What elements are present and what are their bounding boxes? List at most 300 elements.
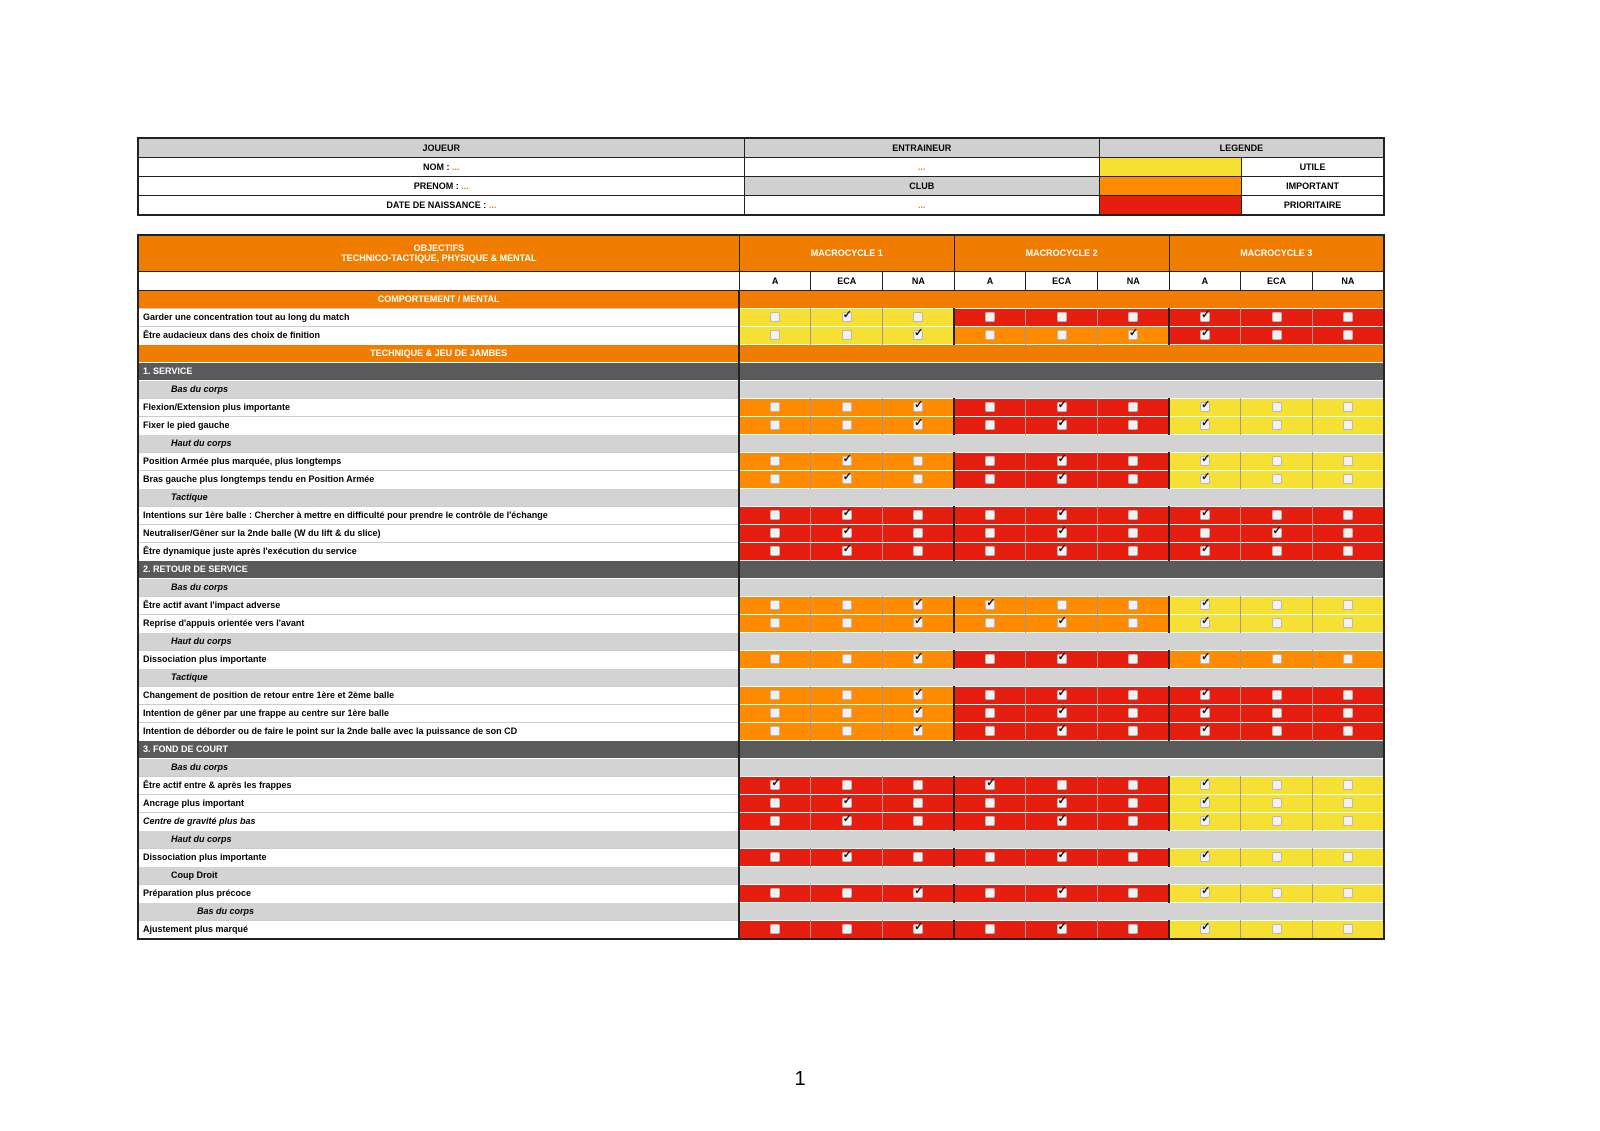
checkbox[interactable]: [1057, 780, 1067, 790]
checkbox[interactable]: [842, 420, 852, 430]
checkbox[interactable]: [913, 456, 923, 466]
checkbox[interactable]: [1128, 474, 1138, 484]
checkbox[interactable]: [1343, 330, 1353, 340]
checked-checkbox[interactable]: [1057, 924, 1067, 934]
checked-checkbox[interactable]: [1200, 510, 1210, 520]
checkbox-cell: [954, 650, 1026, 668]
checkbox[interactable]: [1128, 312, 1138, 322]
checked-checkbox[interactable]: [842, 456, 852, 466]
checkbox[interactable]: [985, 402, 995, 412]
checkbox[interactable]: [1272, 798, 1282, 808]
checkbox-cell: [954, 326, 1026, 344]
checkbox[interactable]: [1343, 708, 1353, 718]
checked-checkbox[interactable]: [913, 654, 923, 664]
checkbox[interactable]: [1343, 546, 1353, 556]
checkbox[interactable]: [770, 690, 780, 700]
checkbox[interactable]: [1343, 852, 1353, 862]
checkbox-cell: [811, 794, 883, 812]
checkbox-cell: [1026, 398, 1098, 416]
checkbox-cell: [883, 704, 955, 722]
checkbox[interactable]: [1272, 312, 1282, 322]
checkbox[interactable]: [913, 798, 923, 808]
checkbox[interactable]: [1343, 924, 1353, 934]
club-field[interactable]: [744, 196, 1099, 216]
table-row: [138, 614, 1384, 632]
m1-eca-header: ECA: [811, 271, 883, 290]
checked-checkbox[interactable]: [1200, 708, 1210, 718]
checked-checkbox[interactable]: [1057, 852, 1067, 862]
checkbox-cell: [1241, 596, 1313, 614]
checkbox[interactable]: [770, 708, 780, 718]
checked-checkbox[interactable]: [1128, 330, 1138, 340]
checkbox[interactable]: [1272, 726, 1282, 736]
checkbox[interactable]: [913, 474, 923, 484]
checkbox-cell: [811, 416, 883, 434]
checked-checkbox[interactable]: [1057, 528, 1067, 538]
checkbox[interactable]: [1200, 528, 1210, 538]
checked-checkbox[interactable]: [1200, 654, 1210, 664]
checkbox-cell: [1312, 614, 1384, 632]
table-row: [138, 722, 1384, 740]
cat-row: [138, 362, 1384, 380]
checked-checkbox[interactable]: [1200, 780, 1210, 790]
checkbox[interactable]: [770, 312, 780, 322]
checkbox-cell: [883, 308, 955, 326]
checkbox[interactable]: [770, 474, 780, 484]
checkbox-cell: [1169, 614, 1241, 632]
checkbox[interactable]: [842, 708, 852, 718]
m1-na-header: NA: [883, 271, 955, 290]
checkbox-cell: [1026, 884, 1098, 902]
checked-checkbox[interactable]: [913, 600, 923, 610]
checked-checkbox[interactable]: [985, 600, 995, 610]
checkbox-cell: [1169, 650, 1241, 668]
checkbox[interactable]: [985, 888, 995, 898]
checkbox-cell: [739, 884, 811, 902]
checkbox-cell: [739, 596, 811, 614]
checked-checkbox[interactable]: [1057, 420, 1067, 430]
cat-fill: [739, 362, 1384, 380]
checkbox[interactable]: [1128, 852, 1138, 862]
row-label: Coup Droit: [138, 866, 739, 884]
entraineur-field[interactable]: [744, 158, 1099, 177]
checkbox[interactable]: [1343, 888, 1353, 898]
checkbox[interactable]: [770, 330, 780, 340]
legend-swatch-prioritaire: [1099, 196, 1241, 216]
objectives-table: [137, 234, 1385, 940]
checkbox[interactable]: [770, 798, 780, 808]
sub-row: [138, 380, 1384, 398]
checked-checkbox[interactable]: [913, 330, 923, 340]
checkbox-cell: [1312, 308, 1384, 326]
checked-checkbox[interactable]: [1200, 690, 1210, 700]
checkbox-cell: [1097, 452, 1169, 470]
checkbox[interactable]: [770, 546, 780, 556]
checked-checkbox[interactable]: [1200, 726, 1210, 736]
checkbox[interactable]: [842, 618, 852, 628]
table-row: [138, 812, 1384, 830]
checkbox-cell: [954, 920, 1026, 939]
checked-checkbox[interactable]: [842, 816, 852, 826]
checkbox[interactable]: [1272, 924, 1282, 934]
checkbox[interactable]: [1272, 708, 1282, 718]
checkbox[interactable]: [913, 528, 923, 538]
blank-subheader: [138, 271, 739, 290]
checked-checkbox[interactable]: [1057, 708, 1067, 718]
checked-checkbox[interactable]: [913, 402, 923, 412]
checkbox[interactable]: [842, 600, 852, 610]
checked-checkbox[interactable]: [1057, 474, 1067, 484]
checkbox[interactable]: [985, 474, 995, 484]
checkbox[interactable]: [1128, 600, 1138, 610]
checked-checkbox[interactable]: [1200, 852, 1210, 862]
checkbox[interactable]: [1128, 402, 1138, 412]
checked-checkbox[interactable]: [1200, 618, 1210, 628]
checkbox[interactable]: [1272, 330, 1282, 340]
checked-checkbox[interactable]: [842, 546, 852, 556]
objectives-header: [138, 235, 739, 271]
row-label: 2. RETOUR DE SERVICE: [138, 560, 739, 578]
checked-checkbox[interactable]: [1200, 456, 1210, 466]
checkbox-cell: [1241, 326, 1313, 344]
checkbox[interactable]: [1272, 510, 1282, 520]
checkbox[interactable]: [1343, 528, 1353, 538]
checked-checkbox[interactable]: [913, 708, 923, 718]
checkbox[interactable]: [842, 330, 852, 340]
checked-checkbox[interactable]: [1200, 402, 1210, 412]
checkbox[interactable]: [1272, 618, 1282, 628]
prenom-field[interactable]: [138, 177, 744, 196]
checkbox[interactable]: [985, 546, 995, 556]
checkbox-cell: [1097, 470, 1169, 488]
checkbox-cell: [954, 416, 1026, 434]
checkbox[interactable]: [1343, 510, 1353, 520]
checkbox[interactable]: [1057, 600, 1067, 610]
checkbox[interactable]: [842, 690, 852, 700]
checkbox[interactable]: [842, 888, 852, 898]
checkbox[interactable]: [985, 690, 995, 700]
checkbox[interactable]: [842, 402, 852, 412]
checkbox-cell: [1169, 722, 1241, 740]
checkbox[interactable]: [1343, 816, 1353, 826]
row-label: Centre de gravité plus bas: [138, 812, 739, 830]
checkbox-cell: [1169, 308, 1241, 326]
checked-checkbox[interactable]: [913, 420, 923, 430]
entraineur-value: ...: [917, 162, 926, 172]
checkbox[interactable]: [770, 654, 780, 664]
checkbox[interactable]: [913, 546, 923, 556]
checkbox[interactable]: [1128, 546, 1138, 556]
checkbox[interactable]: [770, 924, 780, 934]
checkbox[interactable]: [1128, 456, 1138, 466]
checked-checkbox[interactable]: [913, 618, 923, 628]
checked-checkbox[interactable]: [1272, 528, 1282, 538]
checkbox-cell: [739, 326, 811, 344]
checkbox-cell: [811, 884, 883, 902]
checkbox-cell: [1097, 326, 1169, 344]
checkbox[interactable]: [913, 852, 923, 862]
checkbox[interactable]: [1343, 402, 1353, 412]
checked-checkbox[interactable]: [913, 924, 923, 934]
checkbox[interactable]: [1343, 690, 1353, 700]
checkbox[interactable]: [842, 780, 852, 790]
checked-checkbox[interactable]: [842, 510, 852, 520]
checkbox-cell: [883, 884, 955, 902]
checkbox-cell: [954, 686, 1026, 704]
checked-checkbox[interactable]: [1200, 888, 1210, 898]
macrocycle-2-header: MACROCYCLE 2: [954, 235, 1169, 271]
checkbox-cell: [1241, 920, 1313, 939]
checked-checkbox[interactable]: [913, 726, 923, 736]
checkbox[interactable]: [1272, 654, 1282, 664]
checked-checkbox[interactable]: [1200, 816, 1210, 826]
checkbox[interactable]: [985, 618, 995, 628]
table-row: [138, 470, 1384, 488]
checkbox[interactable]: [770, 600, 780, 610]
checkbox[interactable]: [1272, 888, 1282, 898]
row-label: Bas du corps: [138, 380, 739, 398]
checkbox-cell: [1026, 452, 1098, 470]
checkbox[interactable]: [985, 798, 995, 808]
checked-checkbox[interactable]: [1200, 420, 1210, 430]
checkbox-cell: [1026, 650, 1098, 668]
m2-na-header: NA: [1097, 271, 1169, 290]
macrocycle-3-header: MACROCYCLE 3: [1169, 235, 1384, 271]
checked-checkbox[interactable]: [842, 852, 852, 862]
checkbox[interactable]: [770, 726, 780, 736]
checkbox-cell: [1312, 704, 1384, 722]
checkbox[interactable]: [1272, 690, 1282, 700]
checkbox-cell: [1312, 812, 1384, 830]
checkbox[interactable]: [842, 924, 852, 934]
sub-row: [138, 434, 1384, 452]
checked-checkbox[interactable]: [1200, 924, 1210, 934]
checked-checkbox[interactable]: [1057, 510, 1067, 520]
checkbox-cell: [739, 704, 811, 722]
checkbox-cell: [954, 794, 1026, 812]
checkbox[interactable]: [1128, 888, 1138, 898]
checked-checkbox[interactable]: [770, 780, 780, 790]
checkbox-cell: [1097, 506, 1169, 524]
checkbox[interactable]: [1128, 510, 1138, 520]
dob-label: DATE DE NAISSANCE :: [386, 200, 487, 210]
checkbox-cell: [1097, 776, 1169, 794]
checkbox-cell: [1097, 416, 1169, 434]
checkbox[interactable]: [770, 510, 780, 520]
checkbox-cell: [883, 542, 955, 560]
checkbox-cell: [739, 776, 811, 794]
checkbox[interactable]: [1343, 726, 1353, 736]
checkbox-cell: [1026, 470, 1098, 488]
checked-checkbox[interactable]: [1200, 546, 1210, 556]
checkbox-cell: [1097, 308, 1169, 326]
checkbox[interactable]: [842, 726, 852, 736]
checkbox[interactable]: [770, 618, 780, 628]
checkbox-cell: [1241, 416, 1313, 434]
checked-checkbox[interactable]: [842, 312, 852, 322]
checkbox[interactable]: [1343, 312, 1353, 322]
checked-checkbox[interactable]: [1200, 312, 1210, 322]
checkbox[interactable]: [1128, 816, 1138, 826]
checkbox[interactable]: [1343, 618, 1353, 628]
checkbox[interactable]: [770, 528, 780, 538]
checkbox-cell: [1241, 524, 1313, 542]
checkbox[interactable]: [913, 816, 923, 826]
checkbox[interactable]: [1343, 654, 1353, 664]
checkbox[interactable]: [985, 312, 995, 322]
row-label: Flexion/Extension plus importante: [138, 398, 739, 416]
checkbox-cell: [811, 308, 883, 326]
checkbox-cell: [811, 614, 883, 632]
objectives-rows: [138, 290, 1384, 939]
club-value: ...: [917, 200, 926, 210]
checkbox-cell: [1241, 884, 1313, 902]
checkbox-cell: [954, 812, 1026, 830]
checkbox-cell: [1312, 596, 1384, 614]
checkbox[interactable]: [985, 708, 995, 718]
checked-checkbox[interactable]: [1057, 816, 1067, 826]
checkbox[interactable]: [985, 726, 995, 736]
checkbox[interactable]: [1057, 330, 1067, 340]
checked-checkbox[interactable]: [842, 528, 852, 538]
checkbox[interactable]: [770, 456, 780, 466]
row-label: Être actif avant l'impact adverse: [138, 596, 739, 614]
checked-checkbox[interactable]: [985, 780, 995, 790]
checkbox[interactable]: [1343, 798, 1353, 808]
checkbox[interactable]: [1128, 924, 1138, 934]
checked-checkbox[interactable]: [842, 798, 852, 808]
row-label: 1. SERVICE: [138, 362, 739, 380]
checkbox[interactable]: [985, 528, 995, 538]
checkbox[interactable]: [913, 510, 923, 520]
checkbox-cell: [954, 704, 1026, 722]
checked-checkbox[interactable]: [842, 474, 852, 484]
checkbox-cell: [1026, 776, 1098, 794]
checked-checkbox[interactable]: [913, 690, 923, 700]
checkbox-cell: [739, 524, 811, 542]
checkbox-cell: [811, 326, 883, 344]
checkbox[interactable]: [1343, 780, 1353, 790]
checkbox-cell: [1097, 722, 1169, 740]
checked-checkbox[interactable]: [913, 888, 923, 898]
checkbox[interactable]: [770, 888, 780, 898]
checkbox[interactable]: [913, 780, 923, 790]
checkbox[interactable]: [985, 456, 995, 466]
checkbox-cell: [1097, 794, 1169, 812]
checkbox[interactable]: [985, 816, 995, 826]
checkbox[interactable]: [770, 420, 780, 430]
checked-checkbox[interactable]: [1057, 618, 1067, 628]
table-row: [138, 686, 1384, 704]
checkbox[interactable]: [1272, 816, 1282, 826]
checkbox[interactable]: [842, 654, 852, 664]
checkbox-cell: [1169, 776, 1241, 794]
sub-fill: [739, 902, 1384, 920]
nom-field[interactable]: [138, 158, 744, 177]
checkbox[interactable]: [1128, 780, 1138, 790]
checkbox-cell: [739, 686, 811, 704]
checked-checkbox[interactable]: [1200, 474, 1210, 484]
checked-checkbox[interactable]: [1200, 330, 1210, 340]
checkbox-cell: [1241, 848, 1313, 866]
checkbox-cell: [1312, 506, 1384, 524]
checkbox[interactable]: [1128, 798, 1138, 808]
row-label: Position Armée plus marquée, plus longtemps: [138, 452, 739, 470]
checked-checkbox[interactable]: [1057, 546, 1067, 556]
checked-checkbox[interactable]: [1200, 600, 1210, 610]
checkbox[interactable]: [1128, 708, 1138, 718]
checkbox[interactable]: [985, 420, 995, 430]
checkbox[interactable]: [1272, 420, 1282, 430]
checkbox[interactable]: [1272, 456, 1282, 466]
checkbox[interactable]: [1272, 546, 1282, 556]
checkbox[interactable]: [1272, 600, 1282, 610]
checkbox[interactable]: [1272, 780, 1282, 790]
checkbox[interactable]: [913, 312, 923, 322]
checkbox[interactable]: [985, 924, 995, 934]
checkbox-cell: [1312, 470, 1384, 488]
checkbox[interactable]: [1343, 420, 1353, 430]
checkbox-cell: [1026, 542, 1098, 560]
checkbox[interactable]: [1128, 726, 1138, 736]
checkbox[interactable]: [985, 510, 995, 520]
checkbox[interactable]: [1128, 618, 1138, 628]
checked-checkbox[interactable]: [1057, 888, 1067, 898]
checkbox[interactable]: [1343, 456, 1353, 466]
checkbox[interactable]: [1128, 420, 1138, 430]
table-row: [138, 524, 1384, 542]
checkbox[interactable]: [985, 654, 995, 664]
checkbox[interactable]: [770, 816, 780, 826]
sub-row: [138, 578, 1384, 596]
checkbox-cell: [1312, 686, 1384, 704]
checkbox[interactable]: [1343, 600, 1353, 610]
checkbox-cell: [1097, 920, 1169, 939]
checkbox-cell: [811, 452, 883, 470]
checkbox[interactable]: [1128, 528, 1138, 538]
checked-checkbox[interactable]: [1057, 690, 1067, 700]
checked-checkbox[interactable]: [1200, 798, 1210, 808]
checkbox[interactable]: [1272, 474, 1282, 484]
checkbox[interactable]: [770, 852, 780, 862]
checkbox-cell: [811, 722, 883, 740]
checkbox[interactable]: [770, 402, 780, 412]
checked-checkbox[interactable]: [1057, 726, 1067, 736]
checkbox[interactable]: [1272, 402, 1282, 412]
dob-field[interactable]: [138, 196, 744, 216]
checkbox[interactable]: [985, 330, 995, 340]
checkbox[interactable]: [1128, 654, 1138, 664]
sub-row: [138, 866, 1384, 884]
checkbox-cell: [1097, 686, 1169, 704]
checked-checkbox[interactable]: [1057, 402, 1067, 412]
sub-fill: [739, 830, 1384, 848]
checkbox-cell: [811, 776, 883, 794]
checkbox[interactable]: [985, 852, 995, 862]
checked-checkbox[interactable]: [1057, 654, 1067, 664]
checkbox[interactable]: [1272, 852, 1282, 862]
checkbox-cell: [883, 452, 955, 470]
checkbox-cell: [1312, 326, 1384, 344]
legend-label-prioritaire: PRIORITAIRE: [1242, 196, 1384, 216]
checkbox-cell: [883, 614, 955, 632]
checked-checkbox[interactable]: [1057, 798, 1067, 808]
checkbox-cell: [1169, 704, 1241, 722]
checkbox[interactable]: [1057, 312, 1067, 322]
checkbox[interactable]: [1128, 690, 1138, 700]
checkbox[interactable]: [1343, 474, 1353, 484]
checked-checkbox[interactable]: [1057, 456, 1067, 466]
